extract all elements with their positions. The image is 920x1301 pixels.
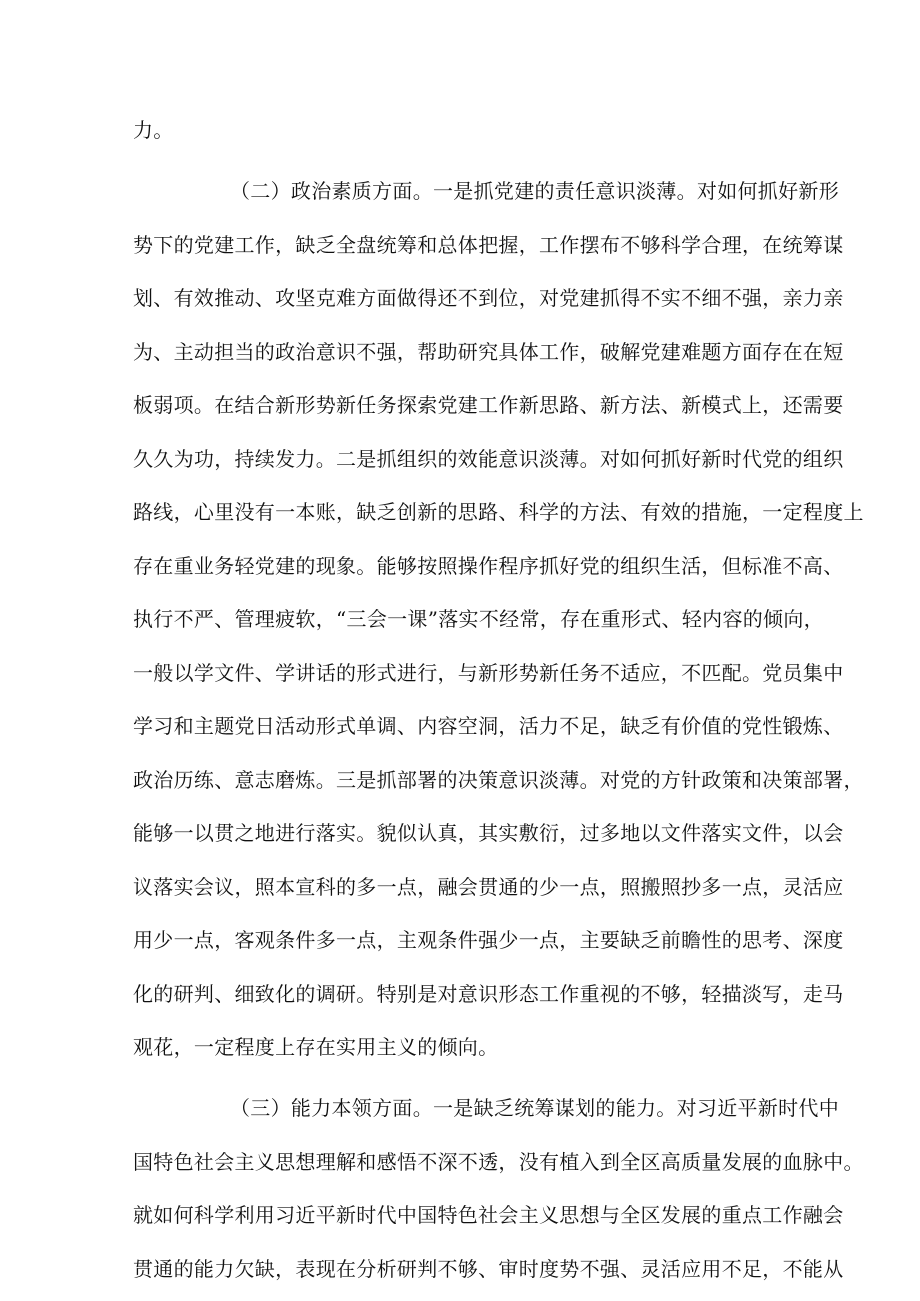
text-line-16: 用少一点，客观条件多一点，主观条件强少一点，主要缺乏前瞻性的思考、深度 xyxy=(133,928,844,952)
text-line-10: 执行不严、管理疲软，“三会一课”落实不经常，存在重形式、轻内容的倾向， xyxy=(133,607,824,631)
text-line-11: 一般以学文件、学讲话的形式进行，与新形势新任务不适应，不匹配。党员集中 xyxy=(133,661,844,685)
text-line-3: 势下的党建工作，缺乏全盘统筹和总体把握，工作摆布不够科学合理，在统筹谋 xyxy=(133,233,844,257)
section-heading-capability: （三）能力本领方面。一是缺乏统筹谋划的能力。对习近平新时代中 xyxy=(230,1096,839,1120)
text-line-20: 国特色社会主义思想理解和感悟不深不透，没有植入到全区高质量发展的血脉中。 xyxy=(133,1150,864,1174)
text-line-5: 为、主动担当的政治意识不强，帮助研究具体工作，破解党建难题方面存在在短 xyxy=(133,340,844,364)
text-line-1: 力。 xyxy=(133,118,174,142)
text-line-15: 议落实会议，照本宣科的多一点，融会贯通的少一点，照搬照抄多一点，灵活应 xyxy=(133,875,844,899)
text-line-13: 政治历练、意志磨炼。三是抓部署的决策意识淡薄。对党的方针政策和决策部署， xyxy=(133,768,864,792)
text-line-22: 贯通的能力欠缺，表现在分析研判不够、审时度势不强、灵活应用不足，不能从 xyxy=(133,1257,844,1281)
section-heading-political: （二）政治素质方面。一是抓党建的责任意识淡薄。对如何抓好新形 xyxy=(230,179,839,203)
text-line-9: 存在重业务轻党建的现象。能够按照操作程序抓好党的组织生活，但标准不高、 xyxy=(133,554,844,578)
text-line-17: 化的研判、细致化的调研。特别是对意识形态工作重视的不够，轻描淡写，走马 xyxy=(133,982,844,1006)
text-line-14: 能够一以贯之地进行落实。貌似认真，其实敷衍，过多地以文件落实文件，以会 xyxy=(133,821,844,845)
text-line-12: 学习和主题党日活动形式单调、内容空洞，活力不足，缺乏有价值的党性锻炼、 xyxy=(133,714,844,738)
text-line-6: 板弱项。在结合新形势新任务探索党建工作新思路、新方法、新模式上，还需要 xyxy=(133,393,844,417)
text-line-4: 划、有效推动、攻坚克难方面做得还不到位，对党建抓得不实不细不强，亲力亲 xyxy=(133,286,844,310)
text-line-18: 观花，一定程度上存在实用主义的倾向。 xyxy=(133,1035,499,1059)
text-line-8: 路线，心里没有一本账，缺乏创新的思路、科学的方法、有效的措施，一定程度上 xyxy=(133,500,864,524)
text-line-21: 就如何科学利用习近平新时代中国特色社会主义思想与全区发展的重点工作融会 xyxy=(133,1203,844,1227)
text-line-7: 久久为功，持续发力。二是抓组织的效能意识淡薄。对如何抓好新时代党的组织 xyxy=(133,447,844,471)
